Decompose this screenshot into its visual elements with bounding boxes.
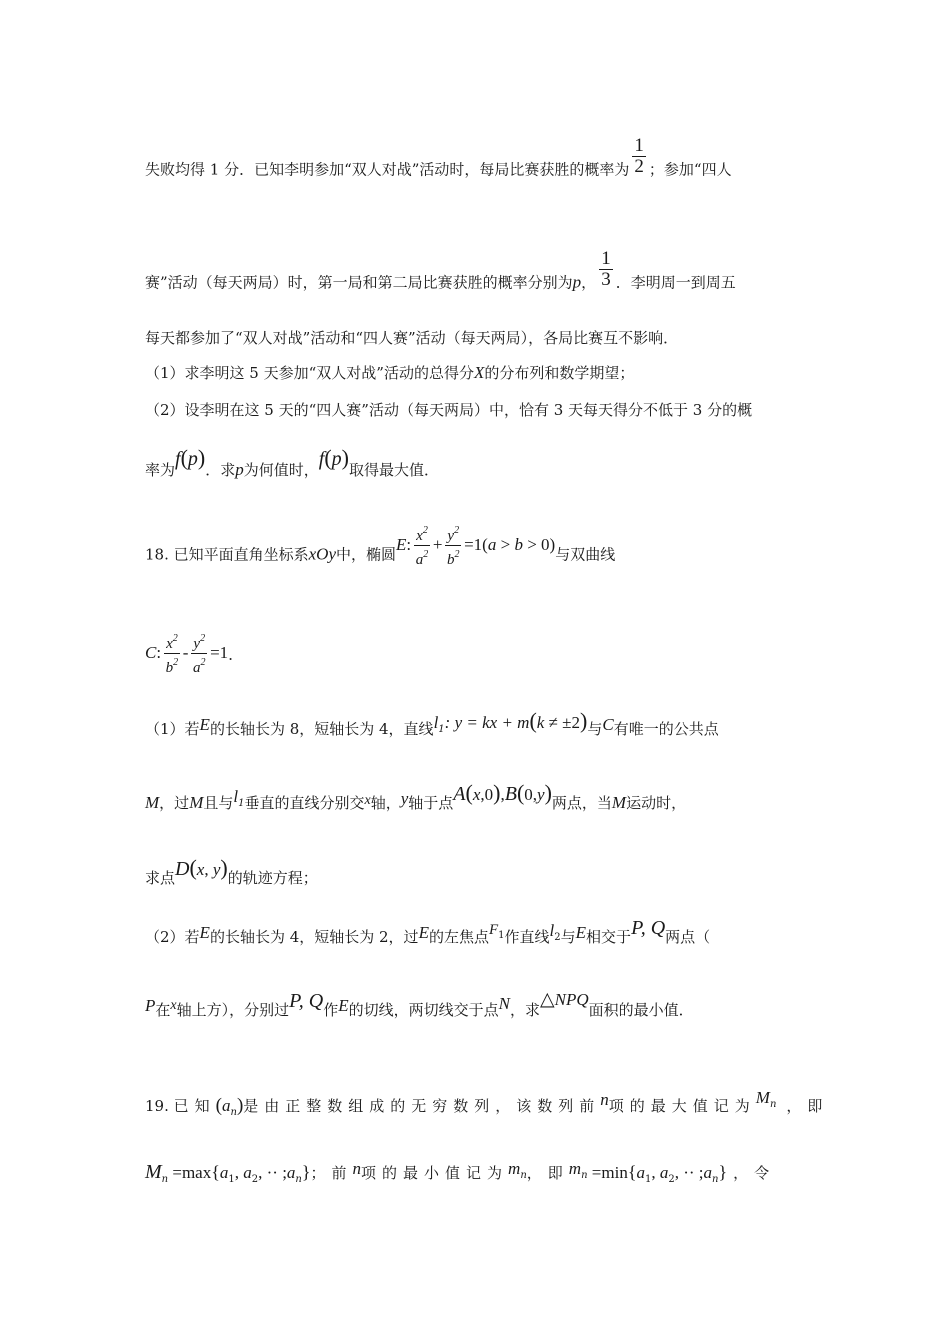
subscript: 1: [228, 1174, 235, 1185]
subscript: 1: [498, 930, 505, 941]
equals-one: =1: [210, 642, 229, 662]
var-l: l: [433, 713, 439, 732]
var-b: b: [165, 660, 174, 676]
var-B: B: [504, 783, 517, 805]
var-n: n: [352, 1159, 362, 1178]
var-a: a: [703, 1163, 713, 1182]
var-a: a: [221, 1096, 231, 1115]
var-l: l: [549, 921, 555, 940]
var-E: E: [199, 923, 210, 942]
period: ．: [228, 645, 244, 664]
text: ；参加“四人: [648, 160, 732, 179]
hyperbola-equation: [145, 632, 810, 679]
text: 的长轴长为 4，短轴长为 2，过: [209, 928, 419, 946]
var-a: a: [286, 1163, 296, 1182]
triangle-icon: △: [540, 989, 555, 1010]
text: 的分布列和数学期望；: [484, 364, 635, 382]
var-PQ: P, Q: [289, 990, 324, 1012]
var-y: y: [212, 860, 221, 879]
subscript: 2: [668, 1174, 675, 1185]
var-a: a: [193, 660, 201, 676]
numerator: 1: [601, 248, 611, 269]
var-M: M: [145, 1161, 162, 1183]
var-NPQ: NPQ: [554, 990, 589, 1009]
text: 作直线: [504, 928, 550, 946]
text: 轴于点: [408, 794, 454, 812]
text: 轴，: [370, 794, 401, 812]
var-p: p: [235, 460, 244, 479]
problem-label: 19.: [145, 1097, 169, 1115]
var-E: E: [396, 534, 407, 554]
var-P: P: [145, 996, 156, 1015]
var-y: y: [447, 528, 455, 544]
var-a: a: [243, 1163, 252, 1182]
var-y: y: [400, 789, 409, 808]
text: 取得最大值．: [348, 461, 439, 479]
question-1: [145, 362, 810, 384]
var-k: k: [536, 713, 545, 732]
text: 两点，当: [551, 794, 612, 812]
points-AB: A(x,0),B(0,y): [453, 780, 552, 805]
var-F: F: [488, 922, 499, 938]
var-a: a: [659, 1163, 669, 1182]
var-C: C: [602, 715, 614, 734]
max-operator: =max: [168, 1163, 212, 1182]
problem-18: [145, 525, 810, 579]
var-y: y: [193, 636, 201, 652]
text: ，过: [159, 794, 190, 812]
text: （2）若: [145, 928, 200, 946]
gt-zero: > 0: [522, 534, 550, 554]
var-a: a: [415, 552, 424, 568]
text: 与双曲线: [555, 545, 616, 564]
denominator: 3: [601, 269, 611, 290]
var-p: p: [187, 448, 198, 470]
text: 作: [323, 1001, 339, 1019]
var-b: b: [514, 534, 523, 554]
var-M: M: [611, 793, 627, 812]
var-x: x: [166, 636, 173, 652]
subscript: n: [520, 1170, 527, 1181]
part-2-line-2: [145, 989, 810, 1023]
minus: -: [182, 642, 189, 662]
min-operator: =min: [587, 1163, 628, 1182]
comma: ,: [500, 785, 505, 804]
text: ，求: [510, 1001, 541, 1019]
text: （1）若: [145, 720, 200, 738]
var-p: p: [331, 448, 342, 470]
problem-label: 18. 已知平面直角坐标系: [145, 545, 309, 564]
var-A: A: [453, 783, 466, 805]
var-E: E: [338, 996, 349, 1015]
var-x: x: [416, 528, 423, 544]
var-C: C: [145, 642, 157, 662]
line-equation: $l_1$: y = kx + m(k ≠ ±2): [433, 708, 588, 735]
var-a: a: [487, 534, 497, 554]
problem-19: 19. 已知$(a_n)$是由正整数组成的无穷数列，该数列前n项的最大值记为$M_n$ ，即: [145, 1088, 829, 1118]
text: 相交于: [586, 928, 632, 946]
fraction: $\frac{x^2}{a^2}$: [414, 522, 430, 569]
var-l: l: [233, 787, 239, 806]
text: 且与: [203, 794, 234, 812]
ellipse-equation: E: $\frac{x^2}{a^2}$ + $\frac{y^2}{b^2}$ =1(a > b > 0): [396, 536, 555, 554]
text: 每天都参加了“双人对战”活动和“四人赛”活动（每天两局），各局比赛互不影响．: [145, 329, 679, 347]
text: 在: [155, 1001, 171, 1019]
var-E: E: [199, 715, 210, 734]
var-p: p: [572, 272, 582, 292]
part-2-line-1: [145, 917, 810, 955]
denominator: 2: [634, 156, 644, 177]
text: 运动时，: [626, 794, 687, 812]
var-E: E: [575, 923, 587, 942]
var-D: D: [175, 858, 190, 880]
zero: ,0: [480, 785, 494, 804]
subscript: n: [769, 1099, 777, 1110]
text: 的左焦点: [428, 928, 489, 946]
colon: :: [406, 534, 412, 554]
text: （1）求李明这 5 天参加“双人对战”活动的总得分: [145, 364, 474, 382]
subscript: n: [295, 1174, 302, 1185]
text: 轴上方），分别过: [176, 1001, 290, 1019]
comma: ，: [581, 273, 597, 292]
text: 为何值时，: [243, 461, 319, 479]
text: 与: [587, 720, 603, 738]
text: 与: [560, 928, 576, 946]
var-y: y: [537, 785, 545, 804]
text: 率为: [145, 461, 176, 479]
var-m: m: [568, 1159, 582, 1178]
subscript: 1: [438, 724, 445, 735]
var-m: m: [508, 1159, 521, 1178]
text: ．求: [205, 461, 236, 479]
text: ，令: [733, 1164, 776, 1182]
subscript: n: [161, 1174, 169, 1185]
func-f: f: [318, 448, 325, 470]
text: 赛”活动（每天两局）时，第一局和第二局比赛获胜的概率分别为: [145, 273, 573, 292]
text: 面积的最小值．: [588, 1001, 694, 1019]
gt: >: [496, 534, 515, 554]
subscript: 1: [238, 798, 245, 809]
paragraph-line-3: [145, 327, 810, 349]
part-1-line-3: [145, 855, 810, 889]
func-f: f: [175, 448, 181, 470]
text: 两点（: [665, 928, 711, 946]
text: 求点: [145, 869, 176, 887]
var-x: x: [170, 998, 177, 1013]
text: ．李明周一到周五: [615, 273, 736, 292]
var-X: X: [473, 363, 485, 382]
paragraph-line-1: [145, 135, 810, 191]
part-1-line-1: [145, 708, 810, 747]
var-a: a: [219, 1163, 229, 1182]
text: 失败均得 1 分．已知李明参加“双人对战”活动时，每局比赛获胜的概率为: [145, 160, 630, 179]
var-n: n: [600, 1090, 609, 1109]
text: 的切线，两切线交于点: [348, 1001, 499, 1019]
subscript: n: [712, 1174, 719, 1185]
text: ；前: [310, 1164, 353, 1182]
var-M: M: [189, 793, 204, 812]
var-PQ: P, Q: [631, 917, 666, 939]
var-E: E: [418, 923, 429, 942]
not-equal: ≠ ±2: [544, 713, 580, 732]
question-2-cont: 率为f(p)．求p为何值时，f(p)取得最大值．: [145, 445, 439, 479]
text: ，即: [526, 1164, 569, 1182]
text: 的轨迹方程；: [227, 869, 318, 887]
var-a: a: [636, 1163, 645, 1182]
fraction: $\frac{y^2}{a^2}$: [191, 630, 207, 677]
text: ，即: [786, 1097, 829, 1115]
var-M: M: [755, 1088, 770, 1107]
point-D: D(x, y): [175, 855, 228, 880]
text: 有唯一的公共点: [613, 720, 719, 738]
equation: : y = kx + m: [444, 713, 530, 732]
colon: :: [156, 642, 162, 662]
text: 项的最小值记为: [361, 1164, 509, 1182]
subscript: 2: [251, 1174, 259, 1185]
part-1-line-2: [145, 780, 810, 821]
subscript: 2: [554, 932, 561, 943]
plus: +: [432, 534, 443, 554]
var-x: x: [472, 785, 481, 804]
var-x: x: [364, 793, 371, 808]
var-x: x: [196, 860, 205, 879]
text: 的长轴长为 8，短轴长为 4，直线: [209, 720, 434, 738]
var-b: b: [446, 552, 455, 568]
paragraph-line-2: [145, 248, 810, 304]
triangle-NPQ: [540, 991, 589, 1009]
fraction: $\frac{y^2}{b^2}$: [445, 522, 461, 569]
var-xoy: xOy: [308, 544, 336, 564]
ellipsis: , ·· ;: [258, 1163, 287, 1182]
var-N: N: [498, 994, 510, 1013]
zero: 0,: [524, 785, 538, 804]
question-2: [145, 399, 810, 421]
text: 已知: [173, 1097, 216, 1115]
fraction-third: [599, 249, 613, 290]
ellipsis: , ·· ;: [674, 1163, 704, 1182]
numerator: 1: [634, 135, 644, 156]
fraction-half: [632, 136, 646, 177]
text: （2）设李明在这 5 天的“四人赛”活动（每天两局）中，恰有 3 天每天得分不低于 3 分的概: [145, 401, 753, 419]
text: 是由正整数组成的无穷数列，该数列前: [243, 1097, 601, 1115]
fraction: $\frac{x^2}{b^2}$: [164, 630, 180, 677]
var-M: M: [145, 793, 160, 812]
problem-19-line-2: $M_n =\max\{a_1$, $a_2$, ·· $;a_n$}；前n项的最小值记为$m_n$，即$m_n =\min\{a_1$, $a_2$, ·· $;a_n$} ，令: [145, 1159, 776, 1185]
subscript: n: [230, 1107, 237, 1118]
text: 项的最大值记为: [608, 1097, 756, 1115]
text: 中，椭圆: [336, 545, 397, 564]
text: 垂直的直线分别交: [244, 794, 365, 812]
comma: ,: [204, 860, 213, 879]
subscript: n: [581, 1170, 588, 1181]
equals-one: =1: [464, 534, 483, 554]
subscript: 1: [644, 1174, 652, 1185]
